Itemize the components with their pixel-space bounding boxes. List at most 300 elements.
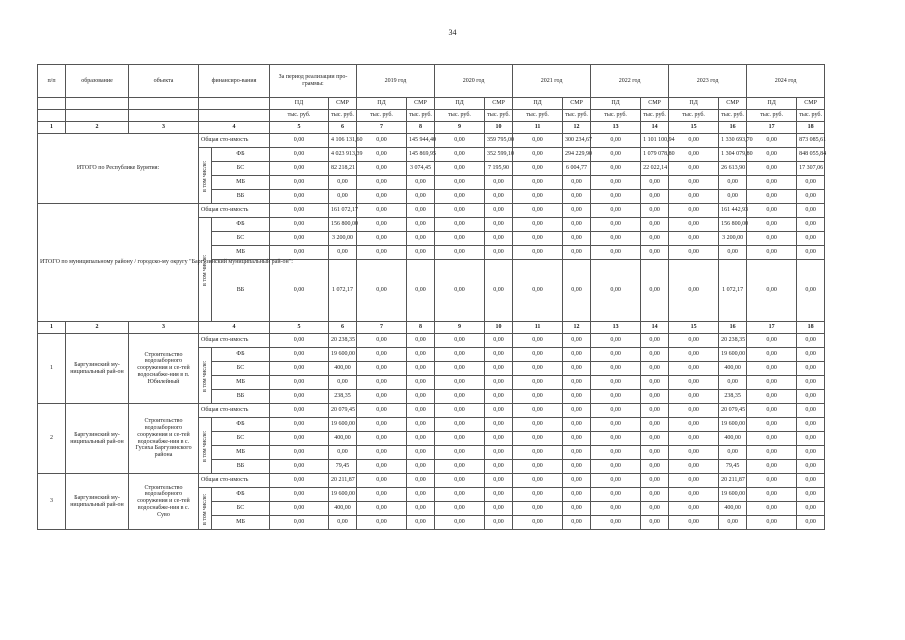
value-cell: 0,00 [563,176,591,190]
value-cell: 0,00 [435,134,485,148]
value-cell: 0,00 [797,362,825,376]
header-pd: ПД [435,98,485,110]
column-number: 12 [563,322,591,334]
header-smr: СМР [407,98,435,110]
column-number: 18 [797,122,825,134]
value-cell: 0,00 [357,390,407,404]
value-cell: 0,00 [669,162,719,176]
source-label: ФБ [212,418,270,432]
value-cell: 0,00 [669,148,719,162]
header-pd: ПД [270,98,329,110]
value-cell: 19 600,00 [719,348,747,362]
value-cell: 0,00 [270,148,329,162]
value-cell: 0,00 [513,432,563,446]
total-cost-label: Общая сто-имость [199,404,270,418]
table-row [38,334,862,348]
total-cost-label: Общая сто-имость [199,334,270,348]
value-cell: 0,00 [641,390,669,404]
value-cell: 0,00 [669,474,719,488]
value-cell: 19 600,00 [329,488,357,502]
value-cell: 0,00 [591,176,641,190]
object-municipality: Баргузинский му-ниципальный рай-он [66,474,129,530]
value-cell: 0,00 [435,502,485,516]
value-cell: 3 200,00 [329,232,357,246]
column-number: 11 [513,122,563,134]
value-cell: 359 795,00 [485,134,513,148]
value-cell: 19 600,00 [329,418,357,432]
value-cell: 0,00 [485,334,513,348]
value-cell: 0,00 [513,190,563,204]
value-cell: 0,00 [513,488,563,502]
in-including-label: в том числе: [199,488,212,530]
value-cell: 156 800,00 [329,218,357,232]
value-cell: 0,00 [747,246,797,260]
header-unit: тыс. руб. [797,110,825,122]
column-number: 6 [329,122,357,134]
value-cell: 0,00 [407,446,435,460]
value-cell: 79,45 [719,460,747,474]
value-cell: 0,00 [747,232,797,246]
header-period: За период реализации про-граммы: [270,65,357,98]
value-cell: 0,00 [270,474,329,488]
value-cell: 0,00 [747,204,797,218]
column-number: 2 [66,322,129,334]
value-cell: 0,00 [270,204,329,218]
value-cell: 0,00 [329,516,357,530]
value-cell: 0,00 [641,432,669,446]
value-cell: 0,00 [407,362,435,376]
value-cell: 0,00 [747,334,797,348]
table-row [38,474,862,488]
source-label: БС [212,362,270,376]
column-number: 1 [38,322,66,334]
value-cell: 352 599,10 [485,148,513,162]
value-cell: 0,00 [329,190,357,204]
value-cell: 20 079,45 [329,404,357,418]
value-cell: 0,00 [641,460,669,474]
source-label: БС [212,162,270,176]
value-cell: 0,00 [485,376,513,390]
value-cell: 0,00 [513,334,563,348]
value-cell: 0,00 [641,232,669,246]
value-cell: 0,00 [407,502,435,516]
value-cell: 0,00 [407,190,435,204]
value-cell: 0,00 [485,474,513,488]
value-cell: 0,00 [563,488,591,502]
value-cell: 0,00 [591,390,641,404]
value-cell: 0,00 [669,260,719,322]
value-cell: 0,00 [563,446,591,460]
header-unit: тыс. руб. [719,110,747,122]
value-cell: 0,00 [563,474,591,488]
header-year-2021: 2021 год [513,65,591,98]
value-cell: 0,00 [641,260,669,322]
value-cell: 0,00 [435,246,485,260]
value-cell: 0,00 [407,404,435,418]
value-cell: 0,00 [435,162,485,176]
header-pd: ПД [357,98,407,110]
value-cell: 0,00 [669,334,719,348]
value-cell: 0,00 [563,418,591,432]
value-cell: 400,00 [719,502,747,516]
object-name: Строительство водозаборного сооружения и се-тей водоснабже-ния в п. Юбилейный [129,334,199,404]
page-number: 34 [448,28,457,37]
value-cell: 0,00 [435,148,485,162]
column-number: 14 [641,322,669,334]
value-cell: 0,00 [747,474,797,488]
header-unit: тыс. руб. [747,110,797,122]
value-cell: 0,00 [485,460,513,474]
value-cell: 0,00 [797,376,825,390]
value-cell: 0,00 [591,376,641,390]
value-cell: 0,00 [407,348,435,362]
value-cell: 0,00 [357,446,407,460]
value-cell: 0,00 [270,348,329,362]
source-label: МБ [212,446,270,460]
value-cell: 0,00 [407,334,435,348]
value-cell: 0,00 [435,362,485,376]
value-cell: 873 085,61 [797,134,825,148]
value-cell: 0,00 [747,446,797,460]
value-cell: 0,00 [513,460,563,474]
value-cell: 0,00 [563,432,591,446]
value-cell: 1 072,17 [329,260,357,322]
value-cell: 4 023 913,39 [329,148,357,162]
value-cell: 0,00 [669,418,719,432]
value-cell: 0,00 [563,348,591,362]
header-year-2023: 2023 год [669,65,747,98]
value-cell: 0,00 [270,134,329,148]
value-cell: 0,00 [591,446,641,460]
value-cell: 0,00 [563,260,591,322]
value-cell: 0,00 [407,246,435,260]
value-cell: 0,00 [270,404,329,418]
value-cell: 0,00 [407,474,435,488]
value-cell: 0,00 [641,446,669,460]
value-cell: 0,00 [435,176,485,190]
value-cell: 0,00 [329,376,357,390]
value-cell: 400,00 [719,432,747,446]
value-cell: 0,00 [357,162,407,176]
value-cell: 0,00 [669,362,719,376]
value-cell: 0,00 [357,460,407,474]
value-cell: 0,00 [591,260,641,322]
value-cell: 0,00 [513,232,563,246]
value-cell: 0,00 [563,502,591,516]
value-cell: 0,00 [669,446,719,460]
column-number: 8 [407,322,435,334]
source-label: МБ [212,176,270,190]
value-cell: 0,00 [669,218,719,232]
column-number: 18 [797,322,825,334]
header-smr: СМР [485,98,513,110]
value-cell: 156 800,00 [719,218,747,232]
value-cell: 0,00 [747,260,797,322]
value-cell: 0,00 [485,516,513,530]
column-number: 8 [407,122,435,134]
value-cell: 0,00 [407,460,435,474]
column-number-row [38,322,862,334]
value-cell: 0,00 [563,376,591,390]
header-year-2022: 2022 год [591,65,669,98]
value-cell: 0,00 [797,334,825,348]
value-cell: 0,00 [407,418,435,432]
value-cell: 0,00 [669,432,719,446]
source-label: БС [212,502,270,516]
value-cell: 0,00 [591,474,641,488]
header-pd: ПД [747,98,797,110]
value-cell: 0,00 [485,260,513,322]
value-cell: 0,00 [407,260,435,322]
column-number: 4 [199,122,270,134]
value-cell: 0,00 [270,190,329,204]
value-cell: 20 211,87 [329,474,357,488]
value-cell: 0,00 [435,474,485,488]
value-cell: 0,00 [669,134,719,148]
value-cell: 0,00 [270,390,329,404]
value-cell: 145 869,95 [407,148,435,162]
value-cell: 79,45 [329,460,357,474]
value-cell: 0,00 [270,362,329,376]
value-cell: 0,00 [357,376,407,390]
value-cell: 400,00 [329,502,357,516]
value-cell: 0,00 [669,460,719,474]
value-cell: 0,00 [591,162,641,176]
value-cell: 0,00 [747,390,797,404]
source-label: ФБ [212,218,270,232]
value-cell: 19 600,00 [719,418,747,432]
section-title: ИТОГО по муниципальному району / городско-му округу "Баргузинский муниципальный рай-он": [38,204,199,322]
value-cell: 0,00 [513,260,563,322]
value-cell: 0,00 [513,390,563,404]
value-cell: 0,00 [641,204,669,218]
value-cell: 400,00 [719,362,747,376]
value-cell: 0,00 [669,390,719,404]
value-cell: 0,00 [513,362,563,376]
value-cell: 0,00 [747,348,797,362]
value-cell: 0,00 [357,232,407,246]
value-cell: 0,00 [270,232,329,246]
value-cell: 0,00 [591,460,641,474]
value-cell: 0,00 [747,362,797,376]
value-cell: 0,00 [485,418,513,432]
value-cell: 0,00 [435,260,485,322]
value-cell: 0,00 [797,190,825,204]
value-cell: 0,00 [719,190,747,204]
value-cell: 0,00 [641,376,669,390]
table-row [38,204,862,218]
value-cell: 0,00 [669,516,719,530]
header-pd: ПД [591,98,641,110]
value-cell: 0,00 [513,218,563,232]
value-cell: 0,00 [407,488,435,502]
value-cell: 0,00 [797,176,825,190]
value-cell: 0,00 [357,432,407,446]
header-smr: СМР [797,98,825,110]
source-label: МБ [212,516,270,530]
value-cell: 0,00 [329,446,357,460]
value-cell: 0,00 [747,176,797,190]
value-cell: 0,00 [513,246,563,260]
source-label: ФБ [212,148,270,162]
value-cell: 0,00 [513,418,563,432]
source-label: ВБ [212,460,270,474]
header-pd: ПД [513,98,563,110]
value-cell: 0,00 [270,376,329,390]
header-unit: тыс. руб. [485,110,513,122]
value-cell: 0,00 [513,404,563,418]
value-cell: 0,00 [435,460,485,474]
value-cell: 0,00 [435,488,485,502]
value-cell: 0,00 [435,218,485,232]
value-cell: 19 600,00 [329,348,357,362]
value-cell: 0,00 [435,232,485,246]
value-cell: 0,00 [513,134,563,148]
value-cell: 0,00 [641,488,669,502]
value-cell: 0,00 [747,502,797,516]
value-cell: 1 072,17 [719,260,747,322]
value-cell: 0,00 [357,260,407,322]
value-cell: 0,00 [641,516,669,530]
header-num: п/п [38,65,66,98]
value-cell: 0,00 [270,334,329,348]
value-cell: 0,00 [485,348,513,362]
value-cell: 0,00 [270,460,329,474]
header-unit: тыс. руб. [435,110,485,122]
column-number: 13 [591,322,641,334]
value-cell: 0,00 [485,246,513,260]
header-unit: тыс. руб. [270,110,329,122]
value-cell: 20 238,35 [719,334,747,348]
value-cell: 0,00 [485,176,513,190]
header-unit: тыс. руб. [357,110,407,122]
column-number: 1 [38,122,66,134]
value-cell: 0,00 [641,418,669,432]
value-cell: 0,00 [357,218,407,232]
header-unit: тыс. руб. [329,110,357,122]
object-name: Строительство водозаборного сооружения и се-тей водоснабже-ния в с. Гусиха Баргузинского района [129,404,199,474]
value-cell: 17 307,06 [797,162,825,176]
value-cell: 19 600,00 [719,488,747,502]
value-cell: 0,00 [669,348,719,362]
value-cell: 0,00 [641,334,669,348]
value-cell: 0,00 [641,246,669,260]
value-cell: 0,00 [797,418,825,432]
value-cell: 145 944,40 [407,134,435,148]
header-smr: СМР [329,98,357,110]
value-cell: 0,00 [719,516,747,530]
value-cell: 6 004,77 [563,162,591,176]
value-cell: 0,00 [797,488,825,502]
header-row-3 [38,110,862,122]
in-including-label: в том числе: [199,418,212,474]
object-name: Строительство водозаборного сооружения и се-тей водоснабже-ния в с. Суво [129,474,199,530]
value-cell: 0,00 [563,246,591,260]
value-cell: 0,00 [513,148,563,162]
value-cell: 0,00 [435,348,485,362]
object-number: 3 [38,474,66,530]
value-cell: 0,00 [357,134,407,148]
value-cell: 0,00 [563,516,591,530]
column-number: 7 [357,322,407,334]
value-cell: 0,00 [797,460,825,474]
header-unit: тыс. руб. [591,110,641,122]
value-cell: 0,00 [357,334,407,348]
value-cell: 0,00 [797,432,825,446]
value-cell: 400,00 [329,362,357,376]
value-cell: 0,00 [485,190,513,204]
column-number: 17 [747,322,797,334]
header-smr: СМР [719,98,747,110]
value-cell: 0,00 [563,204,591,218]
column-number: 6 [329,322,357,334]
value-cell: 0,00 [591,362,641,376]
in-including-label: в том числе: [199,148,212,204]
value-cell: 0,00 [435,418,485,432]
column-number: 10 [485,122,513,134]
column-number: 2 [66,122,129,134]
source-label: БС [212,232,270,246]
value-cell: 0,00 [591,246,641,260]
source-label: МБ [212,376,270,390]
value-cell: 0,00 [485,362,513,376]
value-cell: 0,00 [270,246,329,260]
value-cell: 0,00 [357,190,407,204]
value-cell: 0,00 [669,232,719,246]
value-cell: 0,00 [641,190,669,204]
value-cell: 0,00 [329,246,357,260]
value-cell: 0,00 [270,516,329,530]
header-unit: тыс. руб. [513,110,563,122]
value-cell: 0,00 [513,176,563,190]
value-cell: 0,00 [435,190,485,204]
value-cell: 848 055,84 [797,148,825,162]
value-cell: 0,00 [591,432,641,446]
value-cell: 0,00 [435,376,485,390]
value-cell: 0,00 [563,218,591,232]
value-cell: 0,00 [357,488,407,502]
column-number: 5 [270,122,329,134]
value-cell: 0,00 [747,488,797,502]
value-cell: 0,00 [270,218,329,232]
value-cell: 161 442,93 [719,204,747,218]
value-cell: 22 022,14 [641,162,669,176]
value-cell: 0,00 [270,446,329,460]
value-cell: 0,00 [407,232,435,246]
value-cell: 0,00 [513,446,563,460]
value-cell: 0,00 [797,502,825,516]
column-number: 14 [641,122,669,134]
value-cell: 0,00 [563,190,591,204]
value-cell: 0,00 [357,148,407,162]
value-cell: 0,00 [485,446,513,460]
value-cell: 0,00 [485,218,513,232]
value-cell: 0,00 [641,176,669,190]
value-cell: 20 079,45 [719,404,747,418]
value-cell: 0,00 [747,148,797,162]
value-cell: 0,00 [797,232,825,246]
value-cell: 0,00 [270,432,329,446]
value-cell: 0,00 [591,404,641,418]
in-including-label: в том числе: [199,218,212,322]
column-number: 9 [435,122,485,134]
value-cell: 0,00 [513,376,563,390]
header-object: объекта [129,65,199,98]
column-number: 16 [719,322,747,334]
value-cell: 0,00 [797,348,825,362]
value-cell: 0,00 [591,190,641,204]
value-cell: 238,35 [329,390,357,404]
